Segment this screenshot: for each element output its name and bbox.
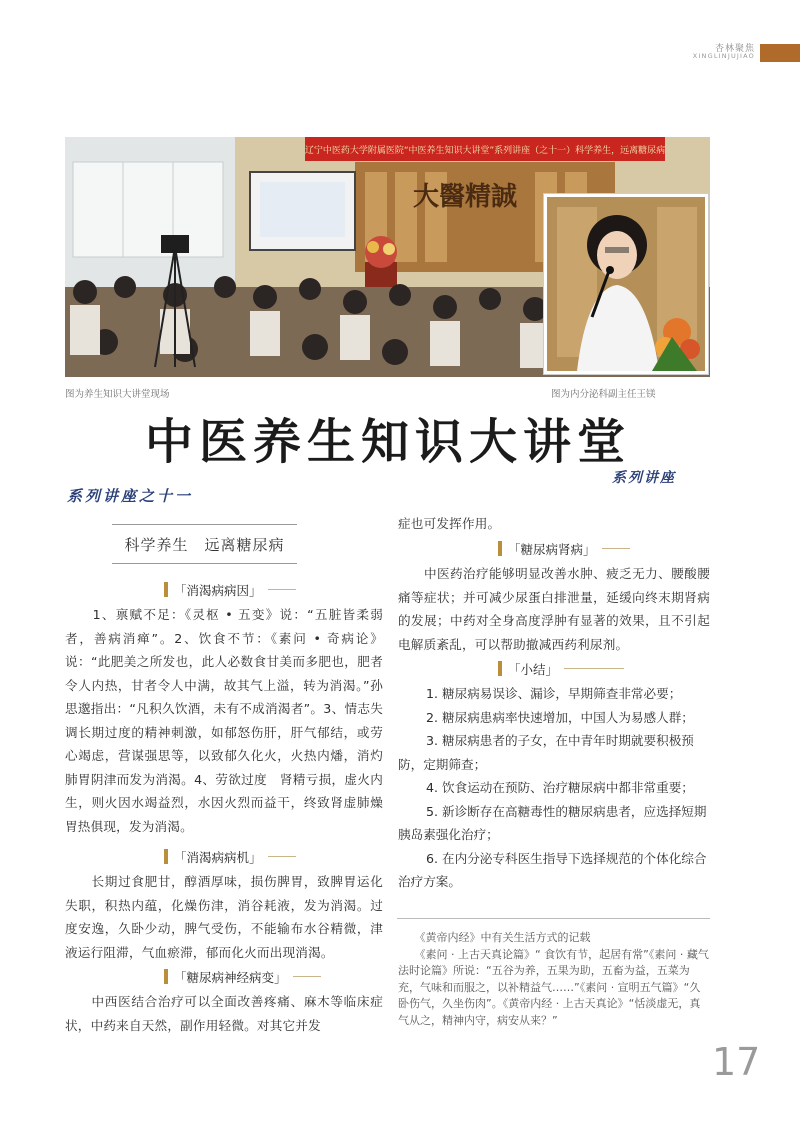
section-title: 「小结」: [508, 661, 559, 677]
section-title: 「糖尿病肾病」: [508, 541, 596, 557]
section-heading-pathogenesis: [164, 848, 296, 865]
section-heading-neuropathy: [164, 968, 321, 985]
topic-heading: 科学养生 远离糖尿病: [112, 524, 297, 564]
summary-list: [398, 682, 710, 894]
section-heading-summary: [498, 660, 624, 677]
series-label: 系列讲座之十一: [67, 487, 194, 505]
magazine-name: 杏林聚焦: [714, 44, 755, 54]
summary-item: 2. 糖尿病患病率快速增加，中国人为易感人群；: [426, 709, 694, 725]
section-heading-nephropathy: [498, 540, 630, 557]
section-marker: [164, 969, 168, 984]
summary-item: 1. 糖尿病易误诊、漏诊，早期筛查非常必要；: [426, 686, 682, 701]
section-rule: [268, 589, 296, 590]
section-rule: [564, 668, 624, 669]
summary-item: 3. 糖尿病患者的子女，在中青年时期就要积极预防，定期筛查；: [398, 733, 694, 772]
magazine-name-en: XINGLINJUJIAO: [692, 52, 755, 60]
speaker-illustration: [547, 197, 705, 371]
paragraph-nephropathy: 中医药治疗能够明显改善水肿、疲乏无力、腰酸腰痛等症状；并可减少尿蛋白排泄量，延缓向终末期肾病的发展；中药对全身高度浮肿有显著的效果，且不引起电解质紊乱，可以帮助撤减西药利尿剂。: [398, 566, 710, 652]
section-title: 「消渴病病机」: [174, 849, 262, 865]
section-rule: [602, 548, 630, 549]
speaker-portrait-photo: [544, 194, 708, 374]
paragraph-neuropathy: 中西医结合治疗可以全面改善疼痛、麻木等临床症状，中药来自天然，副作用轻微。对其它并发: [65, 994, 383, 1033]
paragraph-pathogenesis: 长期过食肥甘，醇酒厚味，损伤脾胃，致脾胃运化失职，积热内蕴，化燥伤津，消谷耗液，发为消渴。过度安逸，久卧少动，脾气受伤，不能输布水谷精微，津液运行阻滞，气血瘀滞，郁而化火而出现消渴。: [65, 874, 383, 960]
page-number: 17: [712, 1040, 761, 1084]
summary-item: 6. 在内分泌专科医生指导下选择规范的个体化综合治疗方案。: [398, 850, 707, 889]
photo-caption-left: 图为养生知识大讲堂现场: [65, 389, 170, 400]
section-marker: [498, 661, 502, 676]
paragraph-neuropathy-continued: 症也可发挥作用。: [398, 516, 501, 531]
section-title: 「消渴病病因」: [174, 582, 262, 598]
summary-item: 5. 新诊断存在高糖毒性的糖尿病患者，应选择短期胰岛素强化治疗；: [398, 803, 707, 842]
section-rule: [293, 976, 321, 977]
header-accent-bar: [760, 44, 800, 62]
section-marker: [498, 541, 502, 556]
section-heading-cause: [164, 581, 296, 598]
quote-divider: [397, 918, 710, 919]
plaque-text: 大醫精誠: [412, 182, 518, 212]
banner-text: 辽宁中医药大学附属医院“中医养生知识大讲堂”系列讲座（之十一）科学养生，远离糖尿病: [304, 146, 666, 156]
summary-item: 4. 饮食运动在预防、治疗糖尿病中都非常重要；: [426, 780, 694, 795]
section-title: 「糖尿病神经病变」: [174, 969, 287, 985]
page-title: 中医养生知识大讲堂: [145, 414, 632, 470]
classic-quote-box: 《黄帝内经》中有关生活方式的记载 《素问 · 上古天真论篇》“ 食饮有节，起居有常”《素问 · 藏气法时论篇》所说：“五谷为养，五果为助，五畜为益，五菜为充，气味和而服之，以补精益气……”《素问 · 宣明五气篇》“久卧伤气，久坐伤肉”。《黄帝内经 · 上古天真论》“恬淡虚无，真气从之，精神内守，病安从来？”: [398, 931, 709, 1027]
title-subtitle: 系列讲座: [612, 470, 676, 486]
section-marker: [164, 849, 168, 864]
section-rule: [268, 856, 296, 857]
photo-caption-right: 图为内分泌科副主任王镁: [551, 389, 656, 400]
paragraph-cause: 1、禀赋不足：《灵枢 • 五变》说：“五脏皆柔弱者，善病消瘅”。2、饮食不节：《素问 • 奇病论》说：“此肥美之所发也，此人必数食甘美而多肥也，肥者令人内热，甘者令人中满，故其气上溢，转为消渴。”孙思邈指出：“凡积久饮酒，未有不成消渴者”。3、情志失调长期过度的精神刺激，如郁怒伤肝，肝气郁结，或劳心竭虑，营谋强思等，以致郁久化火，火热内燔，消灼肺胃阴津而发为消渴。4、劳欲过度 肾精亏损，虚火内生，则火因水竭益烈，水因火烈而益干，终致肾虚肺燥胃热俱现，发为消渴。: [65, 607, 383, 834]
section-marker: [164, 582, 168, 597]
